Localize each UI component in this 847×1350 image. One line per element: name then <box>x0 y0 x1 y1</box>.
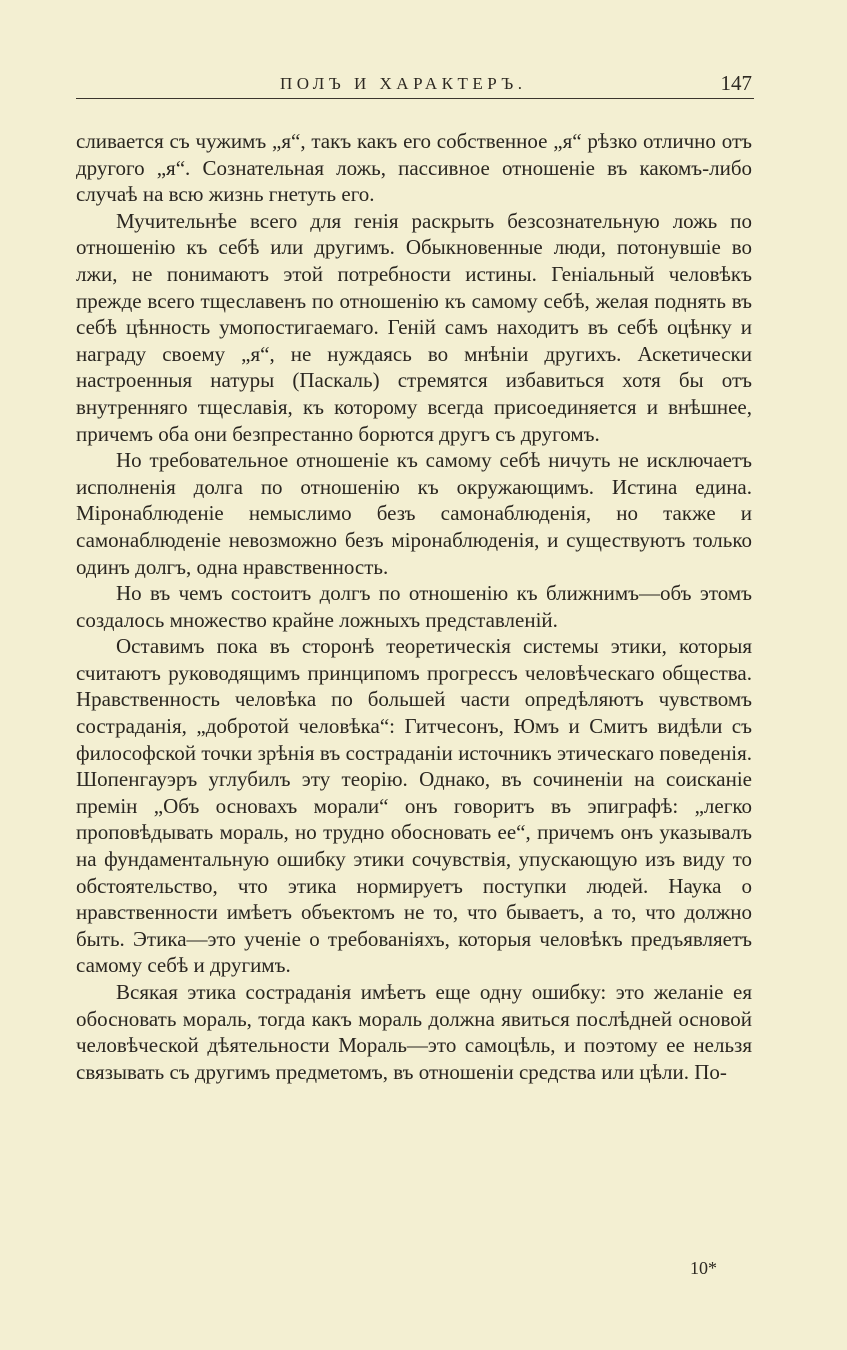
signature-mark: 10* <box>690 1258 717 1278</box>
paragraph-2: Мучительнѣе всего для генія раскрыть безсознательную ложь по отношенію къ себѣ или другимъ. Обыкновенные люди, потонувшіе во лжи, не понимаютъ этой потребности истины. Геніальный человѣкъ прежде всего тщеславенъ по отношенію къ самому себѣ, желая поднять въ себѣ цѣнность умопостигаемаго. Геній самъ находитъ въ себѣ оцѣнку и награду своему „я“, не нуждаясь во мнѣніи другихъ. Аскетически настроенныя натуры (Паскаль) стремятся избавиться хотя бы отъ внутренняго тщеславія, къ которому всегда присоединяется и внѣшнее, причемъ оба они безпрестанно борются другъ съ другомъ. <box>76 208 752 446</box>
paragraph-5: Оставимъ пока въ сторонѣ теоретическія системы этики, которыя считаютъ руководящимъ принципомъ прогрессъ человѣческаго общества. Нравственность человѣка по большей части опредѣляютъ чувствомъ состраданія, „добротой человѣка“: Гитчесонъ, Юмъ и Смитъ видѣли съ философской точки зрѣнія въ состраданіи источникъ этическаго поведенія. Шопенгауэръ углубилъ эту теорію. Однако, въ сочиненіи на соисканіе премін „Объ основахъ морали“ онъ говоритъ въ эпиграфѣ: „легко проповѣдывать мораль, но трудно обосновать ее“, причемъ онъ указывалъ на фундаментальную ошибку этики сочувствія, упускающую изъ виду то обстоятельство, что этика нормируетъ поступки людей. Наука о нравственности имѣетъ объектомъ не то, что бываетъ, а то, что должно быть. Этика—это ученіе о требованіяхъ, которыя человѣкъ предъявляетъ самому себѣ и другимъ. <box>76 634 752 978</box>
page-number: 147 <box>720 71 752 95</box>
running-head: ПОЛЪ И ХАРАКТЕРЪ. <box>280 74 527 93</box>
page-header <box>76 72 754 99</box>
paragraph-6: Всякая этика состраданія имѣетъ еще одну ошибку: это желаніе ея обосновать мораль, тогда какъ мораль должна явиться послѣдней основой человѣческой дѣятельности Мораль—это самоцѣль, и поэтому ее нельзя связывать съ другимъ предметомъ, въ отношеніи средства или цѣли. По- <box>76 980 752 1084</box>
paragraph-1: сливается съ чужимъ „я“, такъ какъ его собственное „я“ рѣзко отлично отъ другого „я“. Сознательная ложь, пассивное отношеніе въ какомъ-либо случаѣ на всю жизнь гнетуть его. <box>76 129 752 207</box>
paragraph-4: Но въ чемъ состоитъ долгъ по отношенію къ ближнимъ—объ этомъ создалось множество крайне ложныхъ представленій. <box>76 581 752 632</box>
paragraph-3: Но требовательное отношеніе къ самому себѣ ничуть не исключаетъ исполненія долга по отношенію къ окружающимъ. Истина едина. Міронаблюденіе немыслимо безъ самонаблюденія, но также и самонаблюденіе невозможно безъ міронаблюденія, и существуютъ только одинъ долгъ, одна нравственность. <box>76 448 752 579</box>
body-text <box>76 128 752 1085</box>
